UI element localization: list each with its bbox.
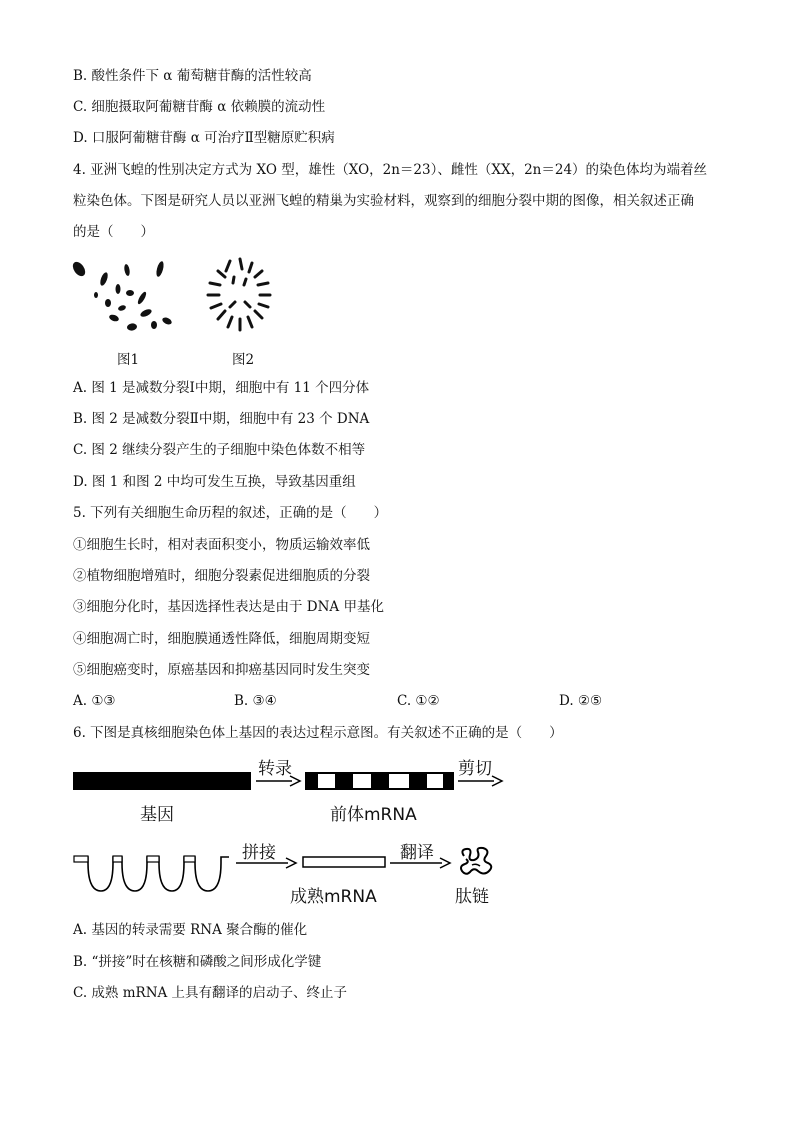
cleavage-label: 剪切 [458,759,492,779]
q5-statement-1: ①细胞生长时，相对表面积变小，物质运输效率低 [73,537,370,553]
q5-option-a: A. ①③ [73,693,116,709]
q5-statement-3: ③细胞分化时，基因选择性表达是由于 DNA 甲基化 [73,599,384,615]
peptide-chain-icon [458,846,496,878]
splicing-label: 拼接 [242,843,276,863]
q3-option-b: B. 酸性条件下 α 葡萄糖苷酶的活性较高 [73,68,312,84]
q5-statement-2: ②植物细胞增殖时，细胞分裂素促进细胞质的分裂 [73,568,370,584]
cleavage-arrow [456,775,504,787]
q4-stem-line3: 的是（ ） [73,224,154,240]
q5-stem: 5. 下列有关细胞生命历程的叙述，正确的是（ ） [73,505,388,521]
q6-option-a: A. 基因的转录需要 RNA 聚合酶的催化 [73,922,308,938]
q4-option-a: A. 图 1 是减数分裂Ⅰ中期，细胞中有 11 个四分体 [73,380,370,396]
figure-1-chromosomes [70,255,180,340]
q5-option-d: D. ②⑤ [559,693,603,709]
figure-1-label: 图1 [117,352,140,368]
q3-option-d: D. 口服阿葡糖苷酶 α 可治疗Ⅱ型糖原贮积病 [73,130,335,146]
q6-stem: 6. 下图是真核细胞染色体上基因的表达过程示意图。有关叙述不正确的是（ ） [73,725,563,741]
q4-option-c: C. 图 2 继续分裂产生的子细胞中染色体数不相等 [73,442,366,458]
q4-stem-line2: 粒染色体。下图是研究人员以亚洲飞蝗的精巢为实验材料，观察到的细胞分裂中期的图像，相关叙述正确 [73,193,694,209]
q4-option-b: B. 图 2 是减数分裂Ⅱ中期，细胞中有 23 个 DNA [73,411,370,427]
q5-option-b: B. ③④ [234,693,277,709]
gene-label: 基因 [140,805,174,825]
gene-bar [73,772,253,792]
figure-2-label: 图2 [232,352,255,368]
pre-mrna-bar [305,772,455,792]
figure-2-chromosomes [200,255,280,337]
q5-options [73,693,723,711]
q3-option-c: C. 细胞摄取阿葡糖苷酶 α 依赖膜的流动性 [73,99,326,115]
peptide-label: 肽链 [455,887,489,907]
q5-statement-5: ⑤细胞癌变时，原癌基因和抑癌基因同时发生突变 [73,662,370,678]
translation-label: 翻译 [400,843,434,863]
q5-option-c: C. ①② [397,693,440,709]
splicing-arrow [234,857,298,869]
transcription-arrow [254,775,302,787]
q6-option-b: B. “拼接”时在核糖和磷酸之间形成化学键 [73,954,322,970]
q4-stem-line1: 4. 亚洲飞蝗的性别决定方式为 XO 型，雄性（XO，2n＝23）、雌性（XX，2n＝24）的染色体均为端着丝 [73,162,708,178]
q6-option-c: C. 成熟 mRNA 上具有翻译的启动子、终止子 [73,985,348,1001]
spliced-introns-loops [73,855,233,895]
mature-mrna-label: 成熟mRNA [290,887,377,907]
q5-statement-4: ④细胞凋亡时，细胞膜通透性降低，细胞周期变短 [73,631,370,647]
transcription-label: 转录 [258,759,292,779]
translation-arrow [388,857,452,869]
q4-option-d: D. 图 1 和图 2 中均可发生互换，导致基因重组 [73,474,356,490]
mature-mrna-bar [302,856,388,870]
pre-mrna-label: 前体mRNA [330,805,417,825]
